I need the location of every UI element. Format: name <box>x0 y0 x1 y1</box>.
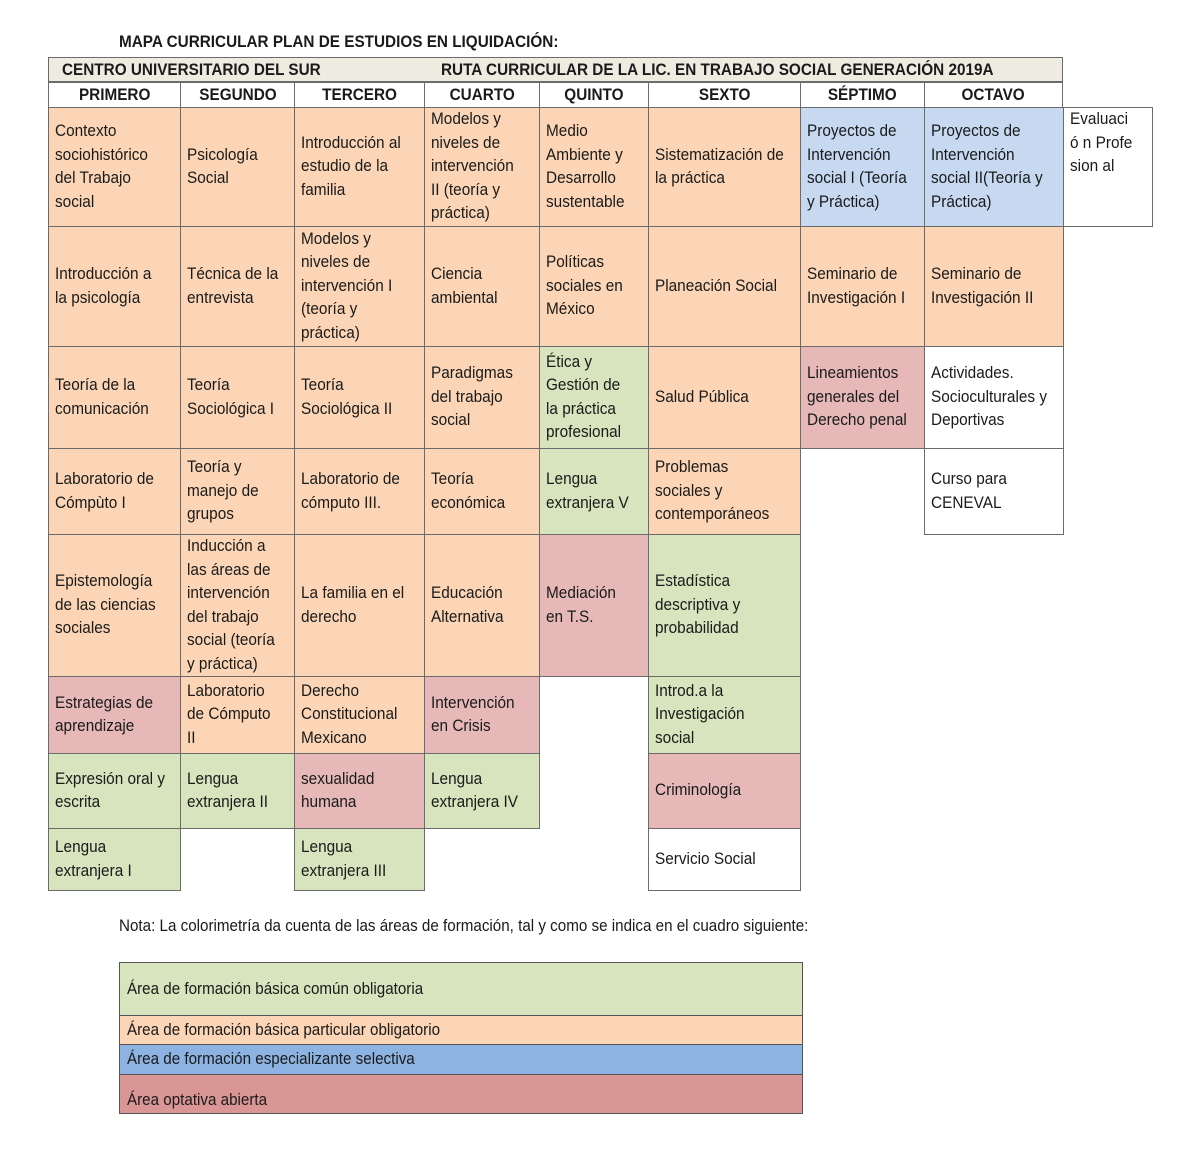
legend-item-basica-particular: Área de formación básica particular obligatorio <box>119 1016 803 1045</box>
legend-item-optativa: Área optativa abierta <box>119 1075 803 1114</box>
course-cell: Problemas sociales y contemporáneos <box>648 448 801 535</box>
course-cell: Lineamientos generales del Derecho penal <box>800 346 925 449</box>
course-cell: Técnica de la entrevista <box>180 226 295 347</box>
curriculum-route-title: RUTA CURRICULAR DE LA LIC. EN TRABAJO SOCIAL GENERACIÓN 2019A <box>441 60 994 79</box>
course-cell: Derecho Constitucional Mexicano <box>294 676 425 754</box>
color-legend <box>119 962 803 1114</box>
course-cell: Evaluació n Profesion al <box>1063 107 1153 227</box>
semester-header-octavo: OCTAVO <box>924 82 1063 108</box>
page-title: MAPA CURRICULAR PLAN DE ESTUDIOS EN LIQUIDACIÓN: <box>119 32 559 51</box>
course-cell: Lengua extranjera II <box>180 753 295 829</box>
header-band <box>48 57 1063 82</box>
course-cell: Ética y Gestión de la práctica profesional <box>539 346 649 449</box>
semester-header-cuarto: CUARTO <box>424 82 540 108</box>
course-cell: Planeación Social <box>648 226 801 347</box>
course-cell: Sistematización de la práctica <box>648 107 801 227</box>
course-cell: Inducción a las áreas de intervención del trabajo social (teoría y práctica) <box>180 534 295 677</box>
course-cell: sexualidad humana <box>294 753 425 829</box>
course-cell: Modelos y niveles de intervención II (teoría y práctica) <box>424 107 540 227</box>
course-cell: Intervención en Crisis <box>424 676 540 754</box>
course-cell: Psicología Social <box>180 107 295 227</box>
course-cell: Curso para CENEVAL <box>924 448 1064 535</box>
course-cell: Criminología <box>648 753 801 829</box>
course-cell: Teoría Sociológica I <box>180 346 295 449</box>
course-cell: Seminario de Investigación II <box>924 226 1064 347</box>
course-cell: Introd.a la Investigación social <box>648 676 801 754</box>
colorimetry-note: Nota: La colorimetría da cuenta de las áreas de formación, tal y como se indica en el cuadro siguiente: <box>119 917 809 935</box>
course-cell: Medio Ambiente y Desarrollo sustentable <box>539 107 649 227</box>
course-cell: Expresión oral y escrita <box>48 753 181 829</box>
course-cell: Salud Pública <box>648 346 801 449</box>
semester-header-quinto: QUINTO <box>539 82 649 108</box>
course-cell: Lengua extranjera I <box>48 828 181 891</box>
legend-item-especializante: Área de formación especializante selectiva <box>119 1045 803 1075</box>
course-cell: Introducción al estudio de la familia <box>294 107 425 227</box>
course-cell: Políticas sociales en México <box>539 226 649 347</box>
course-cell: Laboratorio de cómputo III. <box>294 448 425 535</box>
course-cell: Laboratorio de Cómputo II <box>180 676 295 754</box>
course-cell: Proyectos de Intervención social I (Teoría y Práctica) <box>800 107 925 227</box>
course-cell: Paradigmas del trabajo social <box>424 346 540 449</box>
course-cell: Lengua extranjera III <box>294 828 425 891</box>
course-cell: Proyectos de Intervención social II(Teoría y Práctica) <box>924 107 1064 227</box>
course-cell: Teoría y manejo de grupos <box>180 448 295 535</box>
course-cell: Mediación en T.S. <box>539 534 649 677</box>
semester-header-tercero: TERCERO <box>294 82 425 108</box>
course-cell: Educación Alternativa <box>424 534 540 677</box>
course-cell: Estrategias de aprendizaje <box>48 676 181 754</box>
course-cell: Ciencia ambiental <box>424 226 540 347</box>
semester-header-segundo: SEGUNDO <box>180 82 295 108</box>
university-name: CENTRO UNIVERSITARIO DEL SUR <box>62 60 321 79</box>
course-cell: Modelos y niveles de intervención I (teoría y práctica) <box>294 226 425 347</box>
course-cell: Teoría de la comunicación <box>48 346 181 449</box>
semester-header-septimo: SÉPTIMO <box>800 82 925 108</box>
course-cell: Actividades. Socioculturales y Deportivas <box>924 346 1064 449</box>
course-cell: Servicio Social <box>648 828 801 891</box>
legend-item-basica-comun: Área de formación básica común obligatoria <box>119 962 803 1016</box>
course-cell: Laboratorio de Cómpùto I <box>48 448 181 535</box>
course-cell: Estadística descriptiva y probabilidad <box>648 534 801 677</box>
course-cell: Teoría Sociológica II <box>294 346 425 449</box>
course-cell: Contexto sociohistórico del Trabajo social <box>48 107 181 227</box>
course-cell: Introducción a la psicología <box>48 226 181 347</box>
course-cell: Teoría económica <box>424 448 540 535</box>
course-cell: Seminario de Investigación I <box>800 226 925 347</box>
semester-header-primero: PRIMERO <box>48 82 181 108</box>
course-cell: Lengua extranjera IV <box>424 753 540 829</box>
course-cell: Lengua extranjera V <box>539 448 649 535</box>
course-cell: Epistemología de las ciencias sociales <box>48 534 181 677</box>
semester-header-sexto: SEXTO <box>648 82 801 108</box>
course-cell: La familia en el derecho <box>294 534 425 677</box>
